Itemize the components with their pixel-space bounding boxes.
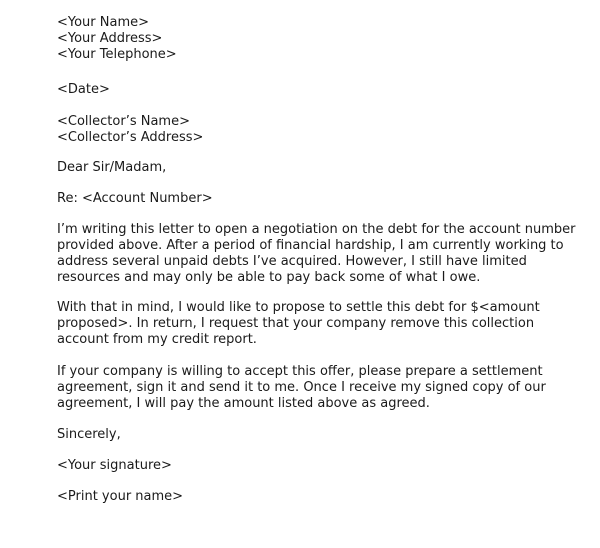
paragraph-line: provided above. After a period of financial hardship, I am currently working to — [57, 238, 564, 253]
paragraph-line: If your company is willing to accept this offer, please prepare a settlement — [57, 364, 543, 379]
paragraph-line: agreement, I will pay the amount listed above as agreed. — [57, 396, 430, 411]
sender-name: <Your Name> — [57, 15, 150, 30]
paragraph-line: With that in mind, I would like to propose to settle this debt for $<amount — [57, 300, 540, 315]
signature-text: <Your signature> — [57, 458, 172, 473]
signature-placeholder — [57, 458, 172, 474]
salutation — [57, 160, 166, 176]
reference-text: Re: <Account Number> — [57, 191, 213, 206]
paragraph-line: I’m writing this letter to open a negotiation on the debt for the account number — [57, 222, 576, 237]
paragraph-line: account from my credit report. — [57, 332, 257, 347]
closing-text: Sincerely, — [57, 427, 121, 442]
closing — [57, 427, 121, 443]
paragraph-line: resources and may only be able to pay back some of what I owe. — [57, 270, 481, 285]
sender-address: <Your Address> — [57, 31, 163, 46]
paragraph-line: agreement, sign it and send it to me. Once I receive my signed copy of our — [57, 380, 546, 395]
letter-date: <Date> — [57, 82, 110, 97]
recipient-block — [57, 114, 203, 146]
salutation-text: Dear Sir/Madam, — [57, 160, 167, 175]
printed-name-text: <Print your name> — [57, 489, 184, 504]
sender-telephone: <Your Telephone> — [57, 47, 177, 62]
recipient-address: <Collector’s Address> — [57, 130, 204, 145]
sender-block — [57, 15, 177, 63]
paragraph-line: address several unpaid debts I’ve acquired. However, I still have limited — [57, 254, 527, 269]
body-paragraph-3 — [57, 364, 557, 412]
reference-line — [57, 191, 213, 207]
paragraph-line: proposed>. In return, I request that your company remove this collection — [57, 316, 535, 331]
body-paragraph-1 — [57, 222, 576, 286]
body-paragraph-2 — [57, 300, 557, 348]
date-block — [57, 82, 110, 98]
printed-name-placeholder — [57, 489, 183, 505]
recipient-name: <Collector’s Name> — [57, 114, 190, 129]
